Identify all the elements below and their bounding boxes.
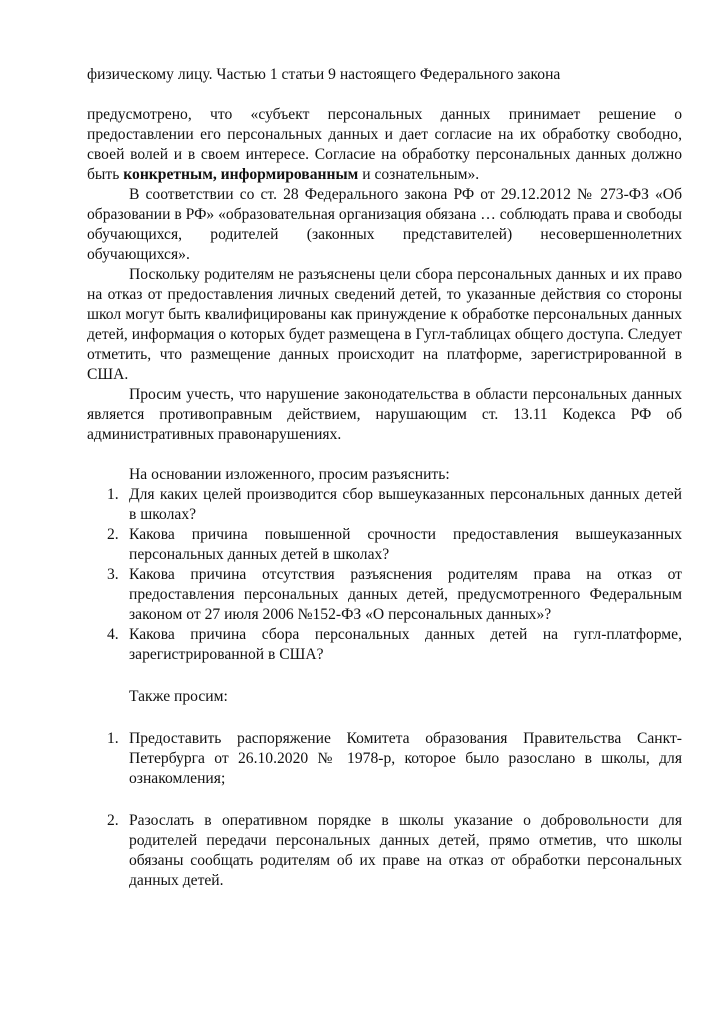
list-item-number: 1.: [107, 730, 119, 747]
list-item-text: Какова причина повышенной срочности предоставления вышеуказанных персональных данных детей в школах?: [129, 526, 682, 563]
top-line: физическому лицу. Частью 1 статьи 9 настоящего Федерального закона: [87, 66, 561, 83]
requests-list: [87, 729, 682, 891]
list-item-number: 3.: [107, 566, 119, 583]
paragraph-violation: Просим учесть, что нарушение законодательства в области персональных данных является противоправным действием, нарушающим ст. 13.11 Кодекса РФ об административных правонарушениях.: [87, 386, 682, 443]
list-item-number: 4.: [107, 626, 119, 643]
list-item: [87, 485, 682, 525]
document-page: [87, 65, 682, 891]
list-item: [87, 565, 682, 625]
list-item-number: 1.: [107, 486, 119, 503]
paragraph-consent-text-a: предусмотрено, что «субъект персональных данных принимает решение о предоставлении его персональных данных и дает согласие на их обработку свободно, своей волей и в своем интересе. Согласие на обработку персональных данных должно быть: [87, 106, 682, 183]
intro-also-request: Также просим:: [129, 688, 228, 705]
list-item: [87, 811, 682, 891]
paragraph-consent-text-b: и сознательным».: [358, 166, 480, 183]
list-item-text: Какова причина сбора персональных данных детей на гугл-платформе, зарегистрированной в США?: [129, 626, 682, 663]
questions-list: [87, 485, 682, 665]
paragraph-education-law: В соответствии со ст. 28 Федерального закона РФ от 29.12.2012 № 273-ФЗ «Об образовании в РФ» «образовательная организация обязана … соблюдать права и свободы обучающихся, родителей (законных представителей) несовершеннолетних обучающихся».: [87, 186, 682, 263]
list-item-text: Предоставить распоряжение Комитета образования Правительства Санкт-Петербурга от 26.10.2020 № 1978-р, которое было разослано в школы, для ознакомления;: [129, 730, 682, 787]
intro-clarify: На основании изложенного, просим разъяснить:: [129, 466, 450, 483]
list-item: [87, 525, 682, 565]
list-item-number: 2.: [107, 526, 119, 543]
paragraph-consent-bold: конкретным, информированным: [123, 166, 359, 183]
list-item-text: Разослать в оперативном порядке в школы указание о добровольности для родителей передачи персональных данных детей, прямо отметив, что школы обязаны сообщать родителям об их праве на отказ от обработки персональных данных детей.: [129, 812, 682, 889]
list-item-number: 2.: [107, 812, 119, 829]
list-item-text: Для каких целей производится сбор вышеуказанных персональных данных детей в школах?: [129, 486, 682, 523]
list-item: [87, 625, 682, 665]
list-item: [87, 729, 682, 789]
paragraph-coercion: Поскольку родителям не разъяснены цели сбора персональных данных и их право на отказ от предоставления личных сведений детей, то указанные действия со стороны школ могут быть квалифицированы как принуждение к обработке персональных данных детей, информация о которых будет размещена в Гугл-таблицах общего доступа. Следует отметить, что размещение данных происходит на платформе, зарегистрированной в США.: [87, 266, 682, 383]
list-item-text: Какова причина отсутствия разъяснения родителям права на отказ от предоставления персональных данных детей, предусмотренного Федеральным законом от 27 июля 2006 №152-ФЗ «О персональных данных»?: [129, 566, 682, 623]
paragraph-consent: [87, 105, 682, 185]
